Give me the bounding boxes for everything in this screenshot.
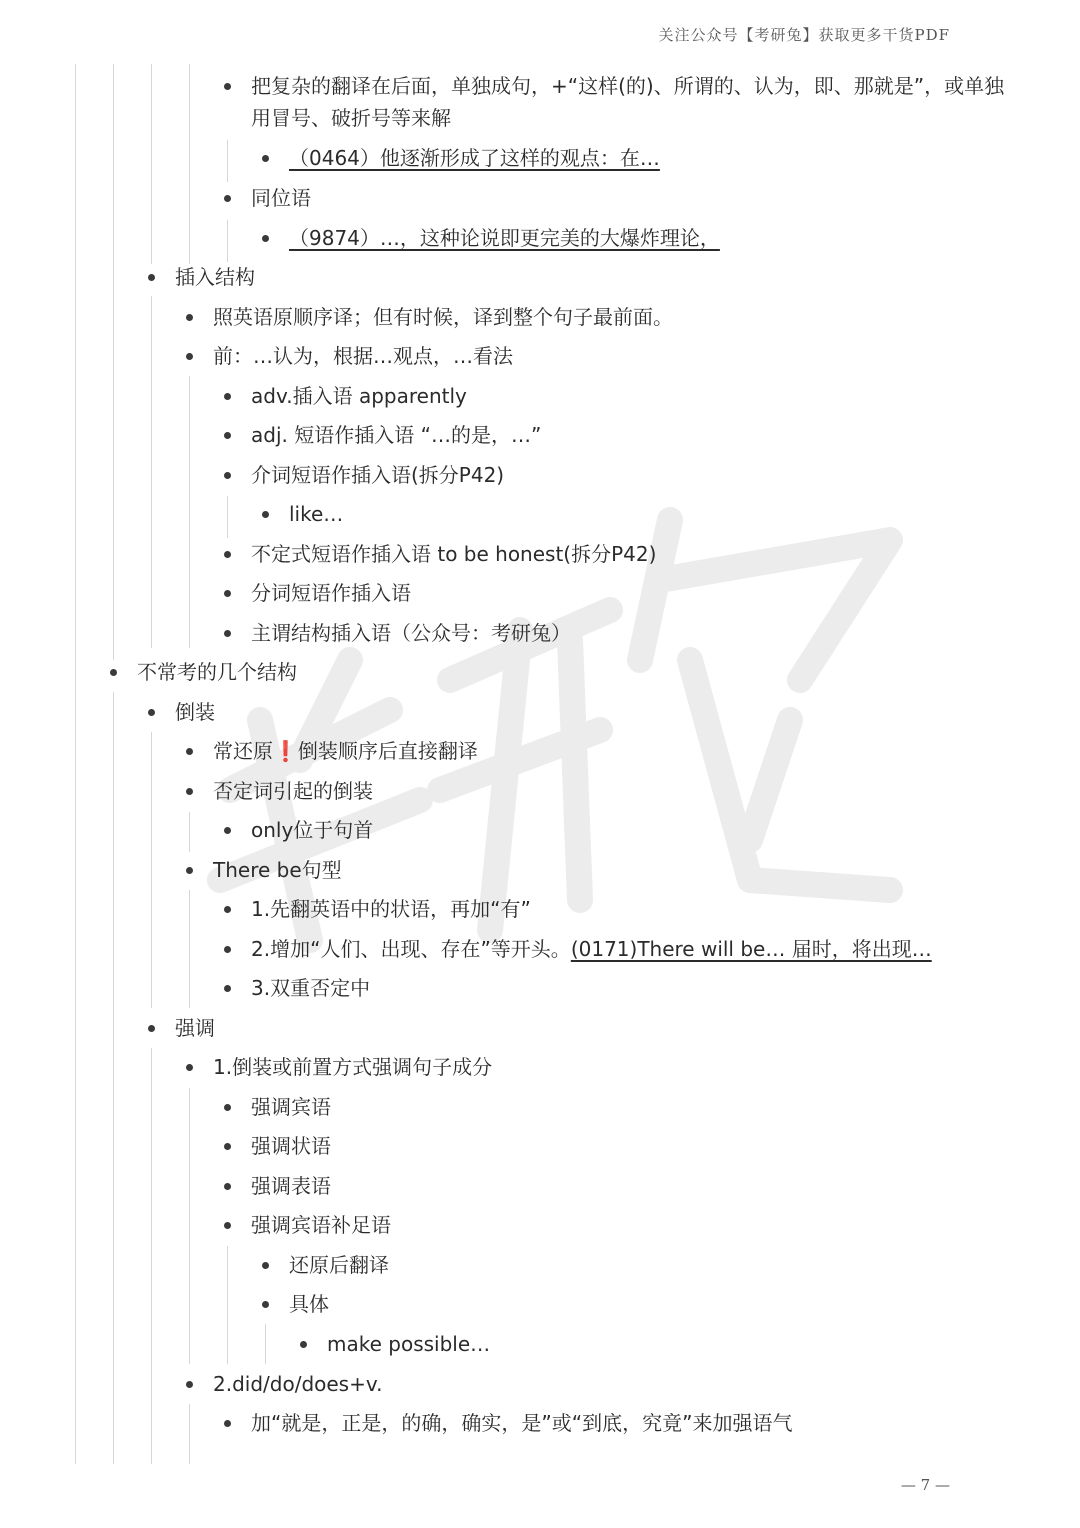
bullet-icon xyxy=(148,709,155,716)
bullet-icon xyxy=(224,946,231,953)
list-item xyxy=(224,617,571,649)
list-item-text-plain: 2.增加“人们、出现、存在”等开头。 xyxy=(251,937,571,961)
list-item xyxy=(148,696,215,728)
list-item-text: 主谓结构插入语（公众号：考研兔） xyxy=(251,621,571,645)
bullet-icon xyxy=(186,353,193,360)
list-item-text-after: 倒装顺序后直接翻译 xyxy=(297,739,478,763)
indent-guide xyxy=(151,296,152,648)
list-item-text: adj. 短语作插入语 “…的是，…” xyxy=(251,423,542,447)
list-item-text: 强调 xyxy=(175,1016,215,1040)
list-item-text: 介词短语作插入语(拆分P42) xyxy=(251,463,505,487)
bullet-icon xyxy=(262,1262,269,1269)
list-item-text: 强调表语 xyxy=(251,1174,331,1198)
bullet-icon xyxy=(262,235,269,242)
list-item-text: 具体 xyxy=(289,1292,329,1316)
bullet-icon xyxy=(186,788,193,795)
list-item xyxy=(262,1288,329,1320)
list-item-text: There be句型 xyxy=(213,858,342,882)
indent-guide xyxy=(189,1404,190,1464)
list-item-link[interactable]: （0464）他逐渐形成了这样的观点：在… xyxy=(289,146,660,170)
indent-guide xyxy=(227,140,228,182)
exclamation-icon: ❗ xyxy=(273,739,298,763)
bullet-icon xyxy=(110,669,117,676)
bullet-icon xyxy=(224,906,231,913)
list-item-text: 否定词引起的倒装 xyxy=(213,779,373,803)
list-item-text: 同位语 xyxy=(251,186,311,210)
bullet-icon xyxy=(262,155,269,162)
list-item xyxy=(224,459,504,491)
list-item xyxy=(186,854,342,886)
indent-guide xyxy=(227,220,228,262)
page-number: — 7 — xyxy=(900,1476,950,1494)
indent-guide xyxy=(189,812,190,852)
list-item-link[interactable]: (0171)There will be… 届时，将出现… xyxy=(570,937,932,961)
bullet-icon xyxy=(224,393,231,400)
list-item xyxy=(224,577,411,609)
indent-guide xyxy=(189,890,190,1008)
list-item-text: 3.双重否定中 xyxy=(251,976,371,1000)
list-item-text-before: 常还原 xyxy=(213,739,273,763)
list-item-text: 把复杂的翻译在后面，单独成句，+“这样(的)、所谓的、认为，即、那就是”，或单独用冒号、破折号等来解 xyxy=(251,74,1005,130)
bullet-icon xyxy=(186,867,193,874)
list-item xyxy=(262,222,720,254)
indent-guide xyxy=(189,1088,190,1364)
indent-guide xyxy=(151,732,152,1008)
list-item xyxy=(186,301,673,333)
indent-guide xyxy=(189,64,190,264)
indent-guide xyxy=(113,64,114,660)
bullet-icon xyxy=(224,1104,231,1111)
list-item-text: 不常考的几个结构 xyxy=(137,660,297,684)
list-item xyxy=(262,142,660,174)
list-item-text: 插入结构 xyxy=(175,265,255,289)
page-header: 关注公众号【考研兔】获取更多干货PDF xyxy=(658,26,950,44)
list-item-text: 分词短语作插入语 xyxy=(251,581,411,605)
bullet-icon xyxy=(262,511,269,518)
list-item-text: 前：…认为，根据…观点，…看法 xyxy=(213,344,513,368)
list-item xyxy=(224,380,467,412)
list-item-link[interactable]: （9874）…，这种论说即更完美的大爆炸理论， xyxy=(289,226,720,250)
bullet-icon xyxy=(224,827,231,834)
bullet-icon xyxy=(186,748,193,755)
list-item xyxy=(224,1091,331,1123)
list-item xyxy=(224,933,932,965)
list-item xyxy=(110,656,297,688)
bullet-icon xyxy=(148,274,155,281)
list-item-text xyxy=(213,735,478,767)
list-item-text: 倒装 xyxy=(175,700,215,724)
list-item xyxy=(186,1051,492,1083)
bullet-icon xyxy=(224,1222,231,1229)
list-item-text xyxy=(251,933,932,965)
list-item xyxy=(262,1249,389,1281)
bullet-icon xyxy=(186,314,193,321)
indent-guide xyxy=(151,64,152,264)
list-item xyxy=(224,1170,331,1202)
list-item xyxy=(224,182,311,214)
bullet-icon xyxy=(148,1025,155,1032)
indent-guide xyxy=(151,1048,152,1464)
list-item-text: 强调宾语 xyxy=(251,1095,331,1119)
list-item xyxy=(186,340,513,372)
indent-guide xyxy=(265,1324,266,1364)
indent-guide xyxy=(75,64,76,1464)
list-item xyxy=(224,893,531,925)
list-item-text: 1.倒装或前置方式强调句子成分 xyxy=(213,1055,493,1079)
list-item xyxy=(148,1012,215,1044)
bullet-icon xyxy=(224,630,231,637)
list-item xyxy=(186,1368,383,1400)
bullet-icon xyxy=(224,83,231,90)
list-item-text: 还原后翻译 xyxy=(289,1253,389,1277)
list-item-text: 不定式短语作插入语 to be honest(拆分P42) xyxy=(251,542,657,566)
list-item-text: only位于句首 xyxy=(251,818,374,842)
list-item xyxy=(224,70,1021,134)
bullet-icon xyxy=(186,1381,193,1388)
list-item xyxy=(186,735,478,767)
list-item-text: like… xyxy=(289,502,344,526)
list-item xyxy=(262,498,343,530)
list-item-text: 强调宾语补足语 xyxy=(251,1213,391,1237)
list-item-text: 1.先翻英语中的状语，再加“有” xyxy=(251,897,531,921)
list-item-text: 2.did/do/does+v. xyxy=(213,1372,383,1396)
bullet-icon xyxy=(224,551,231,558)
bullet-icon xyxy=(262,1301,269,1308)
bullet-icon xyxy=(224,195,231,202)
indent-guide xyxy=(227,1246,228,1364)
indent-guide xyxy=(113,692,114,1464)
list-item-text: 加“就是，正是，的确，确实，是”或“到底，究竟”来加强语气 xyxy=(251,1411,793,1435)
list-item-text: 强调状语 xyxy=(251,1134,331,1158)
list-item-text: 照英语原顺序译；但有时候，译到整个句子最前面。 xyxy=(213,305,673,329)
list-item-text: make possible… xyxy=(327,1332,491,1356)
list-item xyxy=(224,1130,331,1162)
bullet-icon xyxy=(224,432,231,439)
list-item-text: adv.插入语 apparently xyxy=(251,384,467,408)
list-item xyxy=(224,419,541,451)
bullet-icon xyxy=(224,985,231,992)
bullet-icon xyxy=(224,1420,231,1427)
bullet-icon xyxy=(224,1143,231,1150)
list-item xyxy=(224,1407,792,1439)
bullet-icon xyxy=(224,590,231,597)
list-item xyxy=(224,814,373,846)
indent-guide xyxy=(227,496,228,538)
list-item xyxy=(148,261,255,293)
indent-guide xyxy=(189,376,190,648)
list-item xyxy=(300,1328,490,1360)
list-item xyxy=(224,1209,391,1241)
bullet-icon xyxy=(224,472,231,479)
list-item xyxy=(224,538,656,570)
list-item xyxy=(186,775,373,807)
bullet-icon xyxy=(224,1183,231,1190)
list-item xyxy=(224,972,370,1004)
bullet-icon xyxy=(300,1341,307,1348)
bullet-icon xyxy=(186,1064,193,1071)
